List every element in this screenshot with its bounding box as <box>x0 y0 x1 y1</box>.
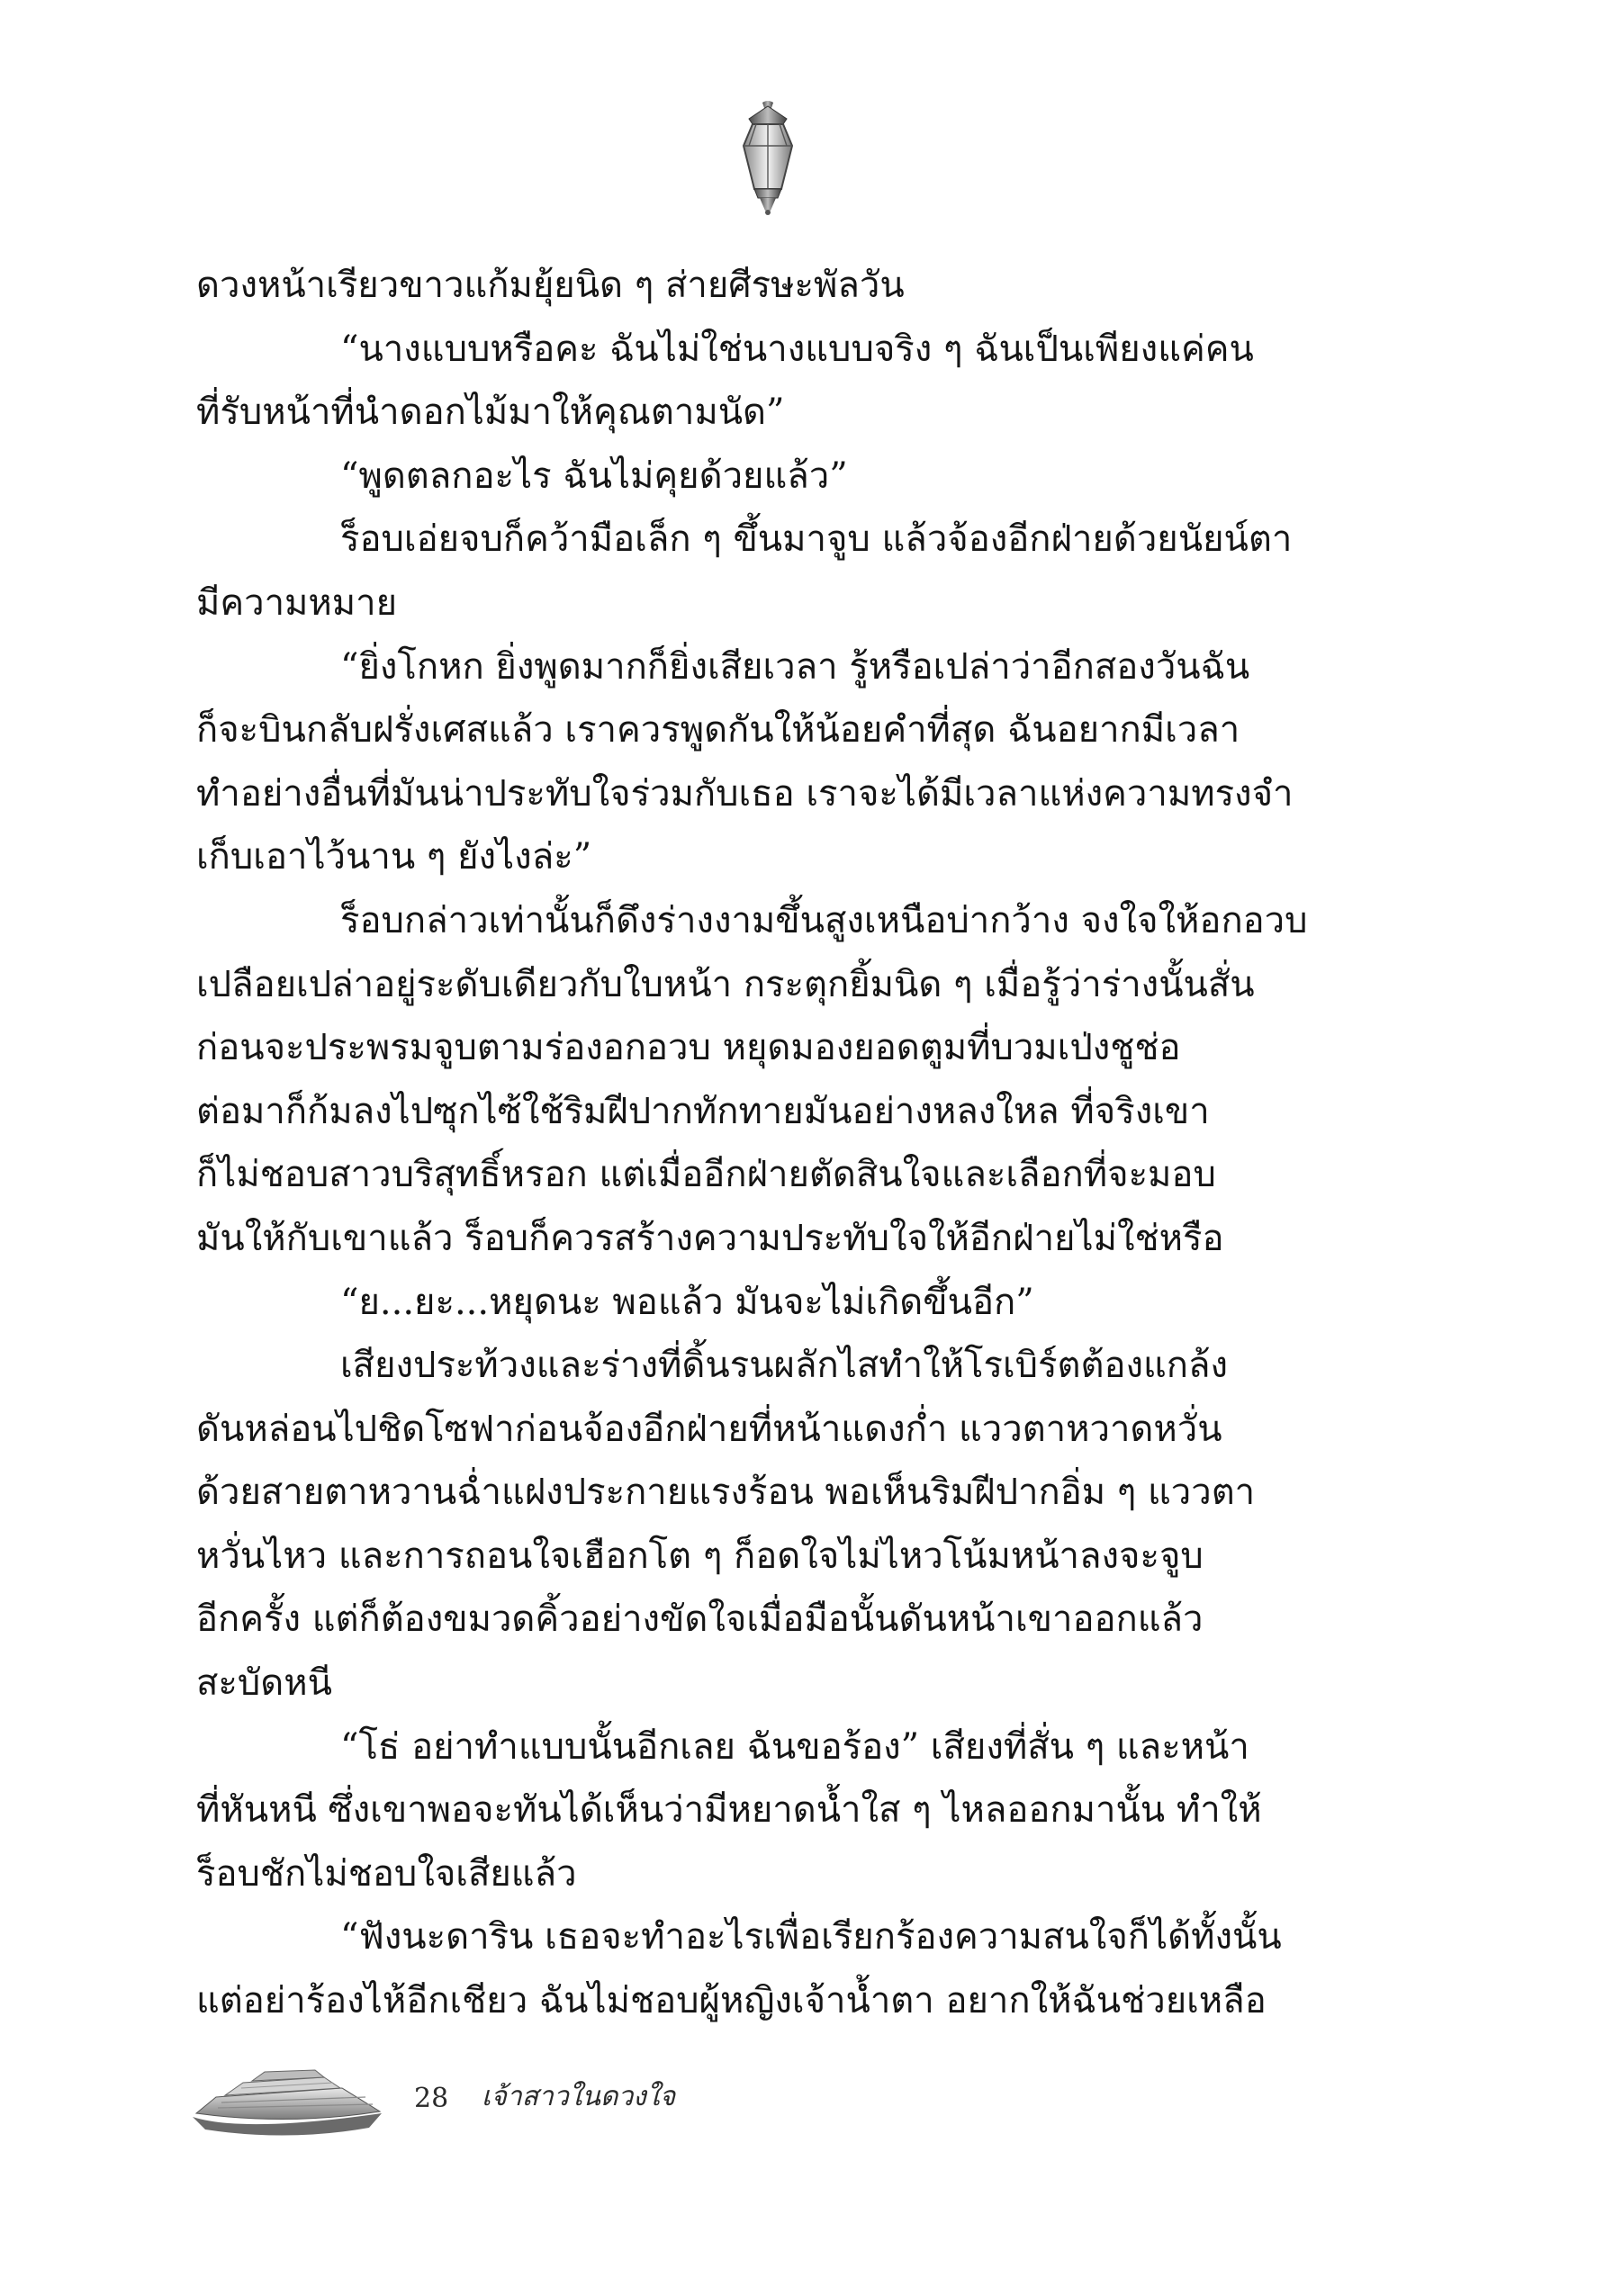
text-line: เก็บเอาไว้นาน ๆ ยังไงล่ะ” <box>196 836 592 878</box>
lantern-icon <box>729 99 807 216</box>
text-line: ที่หันหนี ซึ่งเขาพอจะทันได้เห็นว่ามีหยาดน้ำใส ๆ ไหลออกมานั้น ทำให้ <box>196 1789 1262 1832</box>
text-line: มันให้กับเขาแล้ว ร็อบก็ควรสร้างความประทับใจให้อีกฝ่ายไม่ใช่หรือ <box>196 1217 1224 1259</box>
page-number: 28 <box>414 2083 449 2114</box>
page-footer <box>189 2061 999 2142</box>
text-line: ร็อบชักไม่ชอบใจเสียแล้ว <box>196 1852 577 1895</box>
text-line: “ย...ยะ...หยุดนะ พอแล้ว มันจะไม่เกิดขึ้นอีก” <box>340 1281 1034 1323</box>
text-line: ก็ไม่ชอบสาวบริสุทธิ์หรอก แต่เมื่ออีกฝ่ายตัดสินใจและเลือกที่จะมอบ <box>196 1154 1216 1196</box>
text-line: แต่อย่าร้องไห้อีกเชียว ฉันไม่ชอบผู้หญิงเจ้าน้ำตา อยากให้ฉันช่วยเหลือ <box>196 1980 1267 2022</box>
text-line: ด้วยสายตาหวานฉ่ำแฝงประกายแรงร้อน พอเห็นริมฝีปากอิ่ม ๆ แววตา <box>196 1472 1256 1514</box>
text-line: ก็จะบินกลับฝรั่งเศสแล้ว เราควรพูดกันให้น้อยคำที่สุด ฉันอยากมีเวลา <box>196 709 1240 752</box>
text-line: ก่อนจะประพรมจูบตามร่องอกอวบ หยุดมองยอดตูมที่บวมเป่งชูช่อ <box>196 1027 1181 1069</box>
text-line: “นางแบบหรือคะ ฉันไม่ใช่นางแบบจริง ๆ ฉันเป็นเพียงแค่คน <box>340 328 1254 370</box>
book-title: เจ้าสาวในดวงใจ <box>482 2081 676 2112</box>
text-line: ดันหล่อนไปชิดโซฟาก่อนจ้องอีกฝ่ายที่หน้าแดงก่ำ แววตาหวาดหวั่น <box>196 1408 1222 1450</box>
text-line: ต่อมาก็ก้มลงไปซุกไซ้ใช้ริมฝีปากทักทายมันอย่างหลงใหล ที่จริงเขา <box>196 1090 1210 1132</box>
text-line: “ฟังนะดาริน เธอจะทำอะไรเพื่อเรียกร้องความสนใจก็ได้ทั้งนั้น <box>340 1916 1282 1958</box>
body-text <box>196 254 1332 2033</box>
text-line: สะบัดหนี <box>196 1662 332 1705</box>
text-line: ร็อบกล่าวเท่านั้นก็ดึงร่างงามขึ้นสูงเหนือบ่ากว้าง จงใจให้อกอวบ <box>340 899 1308 941</box>
text-line: “พูดตลกอะไร ฉันไม่คุยด้วยแล้ว” <box>340 455 848 497</box>
text-line: “โธ่ อย่าทำแบบนั้นอีกเลย ฉันขอร้อง” เสียงที่สั่น ๆ และหน้า <box>340 1725 1249 1768</box>
text-line: ดวงหน้าเรียวขาวแก้มยุ้ยนิด ๆ ส่ายศีรษะพัลวัน <box>196 265 905 306</box>
text-line: “ยิ่งโกหก ยิ่งพูดมากก็ยิ่งเสียเวลา รู้หรือเปล่าว่าอีกสองวันฉัน <box>340 645 1250 688</box>
text-line: หวั่นไหว และการถอนใจเฮือกโต ๆ ก็อดใจไม่ไหวโน้มหน้าลงจะจูบ <box>196 1535 1204 1577</box>
text-line: ที่รับหน้าที่นำดอกไม้มาให้คุณตามนัด” <box>196 392 785 434</box>
text-line: เปลือยเปล่าอยู่ระดับเดียวกับใบหน้า กระตุกยิ้มนิด ๆ เมื่อรู้ว่าร่างนั้นสั่น <box>196 963 1255 1005</box>
text-line: ทำอย่างอื่นที่มันน่าประทับใจร่วมกับเธอ เราจะได้มีเวลาแห่งความทรงจำ <box>196 772 1294 815</box>
text-line: เสียงประท้วงและร่างที่ดิ้นรนผลักไสทำให้โรเบิร์ตต้องแกล้ง <box>340 1345 1229 1387</box>
cruise-ship-icon <box>189 2061 387 2142</box>
text-line: มีความหมาย <box>196 581 398 624</box>
text-line: ร็อบเอ่ยจบก็คว้ามือเล็ก ๆ ขึ้นมาจูบ แล้วจ้องอีกฝ่ายด้วยนัยน์ตา <box>340 518 1293 561</box>
text-line: อีกครั้ง แต่ก็ต้องขมวดคิ้วอย่างขัดใจเมื่อมือนั้นดันหน้าเขาออกแล้ว <box>196 1598 1204 1641</box>
